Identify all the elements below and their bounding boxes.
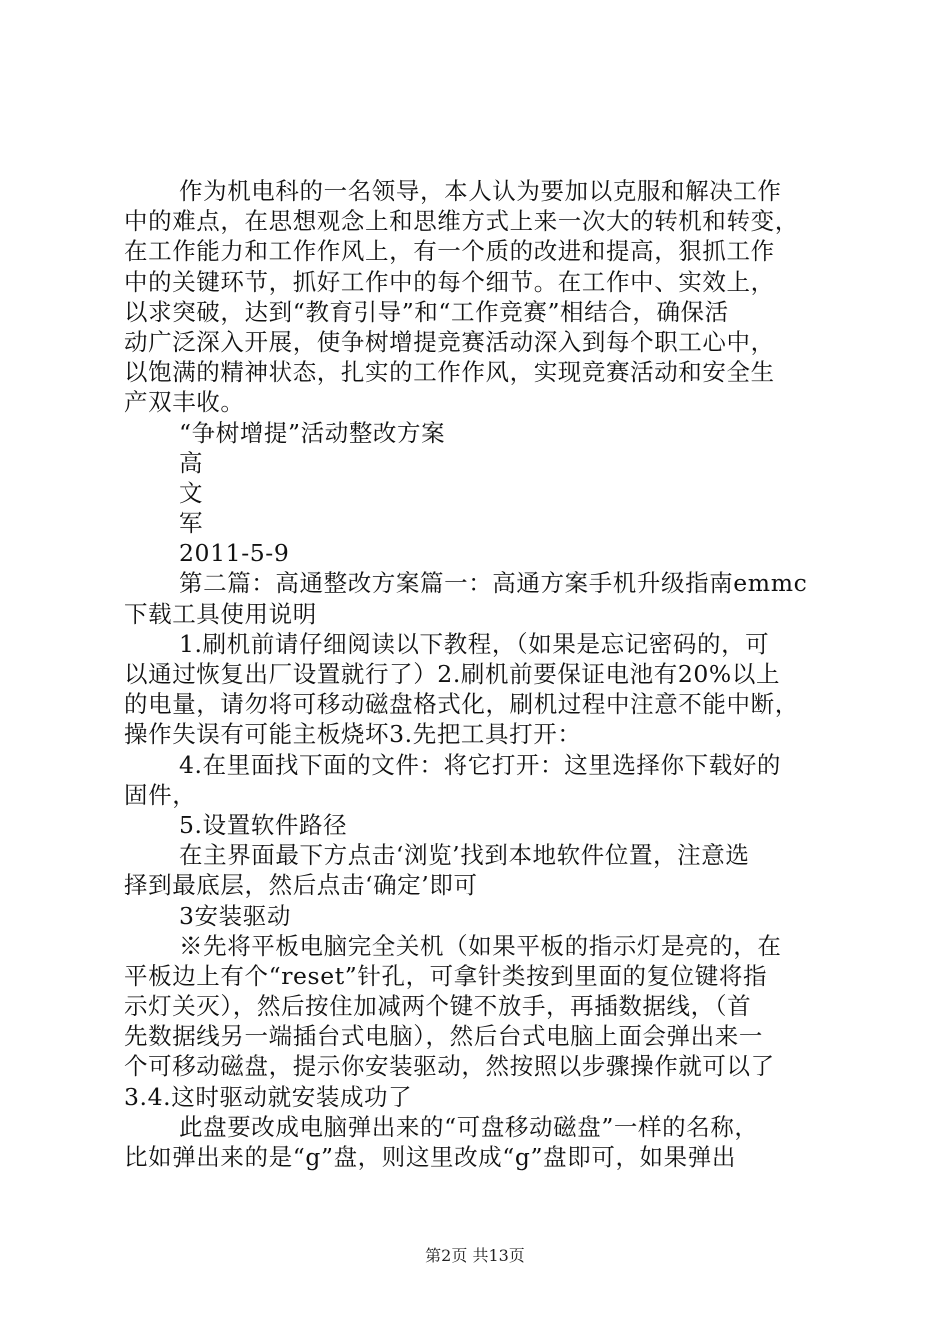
date-line: 2011-5-9	[179, 539, 290, 568]
section-title: “争树增提”活动整改方案	[179, 418, 446, 447]
text-line: 操作失误有可能主板烧坏3.先把工具打开：	[124, 720, 582, 749]
chapter-heading: 第二篇：高通整改方案篇一：高通方案手机升级指南emmc	[179, 569, 808, 598]
text-line: 产双丰收。	[124, 388, 245, 417]
text-line: 3安装驱动	[179, 901, 291, 930]
text-line: 平板边上有个“reset”针孔，可拿针类按到里面的复位键将指	[124, 961, 768, 990]
text-line: 以通过恢复出厂设置就行了）2.刷机前要保证电池有20%以上	[124, 660, 781, 688]
text-line: 先数据线另一端插台式电脑），然后台式电脑上面会弹出来一	[124, 1022, 763, 1051]
text-line: 中的关键环节，抓好工作中的每个细节。在工作中、实效上，	[124, 267, 775, 296]
text-line: 示灯关灭），然后按住加减两个键不放手，再插数据线，（首	[124, 992, 752, 1021]
text-line: 作为机电科的一名领导，本人认为要加以克服和解决工作	[179, 177, 782, 205]
author-char: 高	[179, 448, 204, 477]
text-line: 的电量，请勿将可移动磁盘格式化，刷机过程中注意不能中断，	[124, 690, 799, 719]
text-line: 以饱满的精神状态，扎实的工作作风，实现竞赛活动和安全生	[124, 358, 775, 387]
text-line: ※先将平板电脑完全关机（如果平板的指示灯是亮的，在	[179, 931, 782, 960]
text-line: 在工作能力和工作作风上，有一个质的改进和提高，狠抓工作	[124, 237, 775, 266]
text-line: 动广泛深入开展，使争树增提竞赛活动深入到每个职工心中，	[124, 327, 775, 356]
text-line: 5.设置软件路径	[179, 810, 348, 839]
text-line: 以求突破，达到“教育引导”和“工作竞赛”相结合，确保活	[124, 297, 729, 326]
text-line: 个可移动磁盘，提示你安装驱动，然按照以步骤操作就可以了	[124, 1052, 775, 1081]
author-char: 文	[179, 478, 204, 507]
text-line: 比如弹出来的是“g”盘，则这里改成“g”盘即可，如果弹出	[124, 1143, 736, 1171]
text-line: 中的难点，在思想观念上和思维方式上来一次大的转机和转变，	[124, 207, 799, 236]
text-line: 在主界面最下方点击‘浏览’找到本地软件位置，注意选	[179, 841, 750, 870]
document-body	[124, 176, 844, 1172]
author-char: 军	[179, 509, 204, 538]
page-footer: 第2页 共13页	[425, 1246, 525, 1265]
text-line: 3.4.这时驱动就安装成功了	[124, 1082, 413, 1111]
text-line: 4.在里面找下面的文件：将它打开：这里选择你下载好的	[179, 750, 782, 779]
text-line: 1.刷机前请仔细阅读以下教程，（如果是忘记密码的，可	[179, 629, 770, 658]
text-line: 下载工具使用说明	[124, 599, 317, 628]
text-line: 此盘要改成电脑弹出来的“可盘移动磁盘”一样的名称，	[179, 1112, 759, 1141]
text-line: 择到最底层，然后点击‘确定’即可	[124, 871, 478, 900]
text-line: 固件，	[124, 780, 197, 809]
